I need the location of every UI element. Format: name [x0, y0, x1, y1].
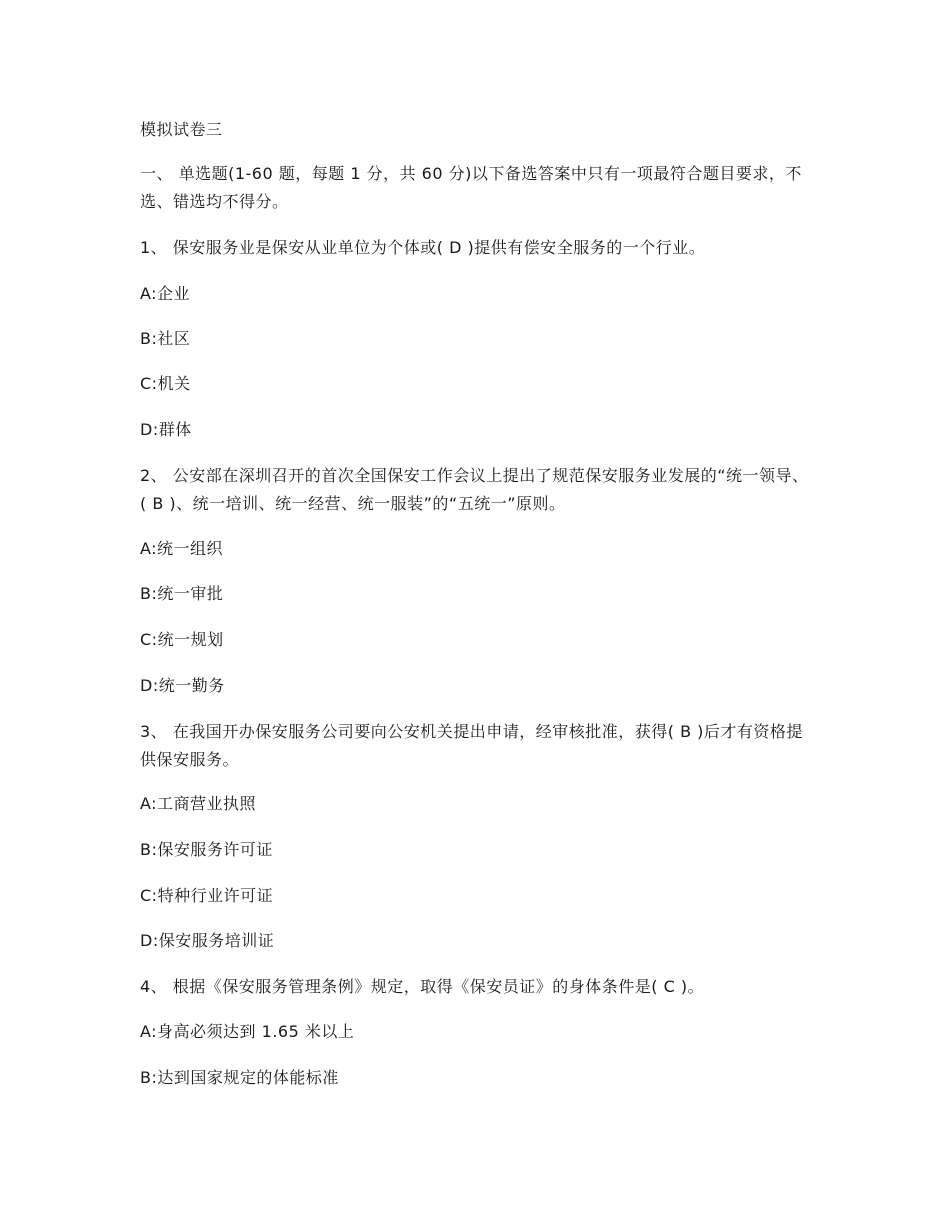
document-page: [140, 0, 810, 1230]
answer-option: D:统一勤务: [140, 676, 225, 695]
answer-option: A:企业: [140, 284, 191, 303]
question-stem: 4、 根据《保安服务管理条例》规定，取得《保安员证》的身体条件是( C )。: [140, 977, 705, 996]
answer-option: D:保安服务培训证: [140, 931, 275, 950]
section-heading: 一、 单选题(1-60 题，每题 1 分，共 60 分)以下备选答案中只有一项最符合题目要求，不选、错选均不得分。: [140, 164, 802, 211]
question-stem: 2、 公安部在深圳召开的首次全国保安工作会议上提出了规范保安服务业发展的“统一领导、( B )、统一培训、统一经营、统一服装”的“五统一”原则。: [140, 466, 809, 513]
answer-option: D:群体: [140, 420, 192, 439]
answer-option: C:特种行业许可证: [140, 886, 274, 905]
answer-option: C:统一规划: [140, 630, 224, 649]
answer-option: B:保安服务许可证: [140, 840, 273, 859]
answer-option: C:机关: [140, 374, 191, 393]
answer-option: B:社区: [140, 329, 191, 348]
answer-option: B:达到国家规定的体能标准: [140, 1068, 339, 1087]
question-stem: 3、 在我国开办保安服务公司要向公安机关提出申请，经审核批准，获得( B )后才有资格提供保安服务。: [140, 722, 803, 769]
document-title: 模拟试卷三: [140, 120, 223, 139]
answer-option: A:统一组织: [140, 539, 224, 558]
question-stem: 1、 保安服务业是保安从业单位为个体或( D )提供有偿安全服务的一个行业。: [140, 238, 706, 257]
answer-option: A:身高必须达到 1.65 米以上: [140, 1022, 355, 1041]
answer-option: A:工商营业执照: [140, 794, 257, 813]
answer-option: B:统一审批: [140, 584, 224, 603]
